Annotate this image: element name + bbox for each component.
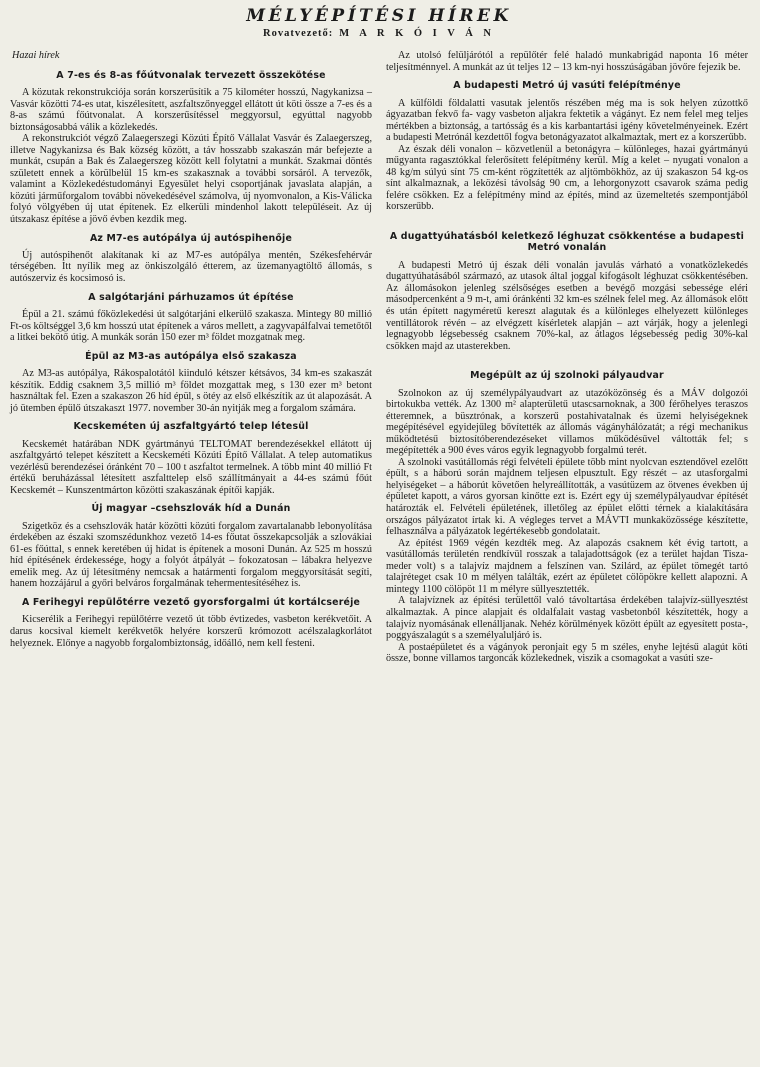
page-title: MÉLYÉPÍTÉSI HÍREK xyxy=(246,6,512,26)
right-column xyxy=(386,50,748,665)
news-article xyxy=(10,292,372,344)
article-title: A Ferihegyi repülőtérre vezető gyorsforgalmi út kortálcseréje xyxy=(21,597,361,609)
news-article xyxy=(386,80,748,213)
left-column xyxy=(10,50,372,665)
news-article xyxy=(386,370,748,665)
article-title: A 7-es és 8-as főútvonalak tervezett összekötése xyxy=(56,69,326,81)
article-title: Az M7-es autópálya új autóspihenője xyxy=(89,232,293,244)
news-article xyxy=(10,503,372,590)
news-article xyxy=(10,421,372,496)
article-title: A dugattyúhatásból keletkező léghuzat csökkentése a budapesti Metró vonalán xyxy=(389,230,745,254)
editor-label: Rovatvezető: xyxy=(262,28,334,39)
article-paragraph: Épül a 21. számú főközlekedési út salgótarjáni elkerülő szakasza. Mintegy 80 millió Ft-os költséggel 3,6 km hosszú utat építenek a város mellett, a zagyvapálfalvai temetőtől a litkei bekötő útig. A munkák során 150 ezer m³ földet mozgatnak meg. xyxy=(10,308,372,344)
editor-line xyxy=(10,27,748,40)
article-paragraph: A szolnoki vasútállomás régi felvételi épülete több mint nyolcvan esztendővel ezelőtt épült, s a háború során majdnem teljesen elpusztult. Egy részét – az utasforgalmi helyiségeket – a háborút követően helyreállították, a vasútüzem az ötvenes években új épületet kapott, a város gyorsan kinőtte ezt is. Ezért egy új személypályaudvar építését határozták el. Felvételi épületének, illetőleg az épület előtti térnek a kialakítására országos pályázatot írtak ki. A végleges tervet a MÁVTI munkaközössége készítette, felhasználva a pályázatok legértékesebb gondolatait. xyxy=(386,456,748,538)
masthead xyxy=(10,6,748,40)
news-article xyxy=(10,70,372,226)
article-columns xyxy=(10,50,748,665)
article-title: A salgótarjáni párhuzamos út építése xyxy=(88,291,294,303)
article-paragraph: A budapesti Metró új észak déli vonalán javulás várható a vonatközlekedés dugattyúhatásából származó, az utasok által joggal kifogásolt léghuzat csökkentésében. Az állomásokon jelenleg szélsőséges esetben a bevégő mozgási sebessége eléri másodpercenként a 9 m-t, ami óránkénti 32 km-es szélnek felel meg. Az állomások előtt és után épített nagyméretű kereszt alagutak és a különleges elhelyezett különleges ventillátorok révén – az elvégzett kísérletek alapján – azt várják, hogy a jelenlegi legnagyobb légsebesség csaknem 70%-kal, az átlagos légsebesség pedig 30%-kal csökken majd az utasterekben. xyxy=(386,259,748,352)
news-article xyxy=(386,231,748,352)
article-paragraph: A talajvíznek az építési területtől való távoltartása érdekében talajvíz-süllyesztést alkalmaztak. A pince alapjait és oldalfalait vastag vasbetonból készítették, hogy a talajvíz nyomásának ellenálljanak. Nehéz körülmények között épült az egyesített posta-, poggyászalagút s a személyaluljáró is. xyxy=(386,595,748,642)
article-title: Megépült az új szolnoki pályaudvar xyxy=(470,370,664,382)
article-paragraph: A közutak rekonstrukciója során korszerűsítik a 75 kilométer hosszú, Nagykanizsa –Vasvár közötti 74-es utat, kiszélesített, aszfaltszőnyeggel ellátott út köti össze a 7-es és a 8-as számú főútvonalat. A korszerűsítéssel meggyorsul, egyúttal nagyobb biztonságosabbá válik a közlekedés. xyxy=(10,86,372,133)
article-paragraph: Szolnokon az új személypályaudvart az utazóközönség és a MÁV dolgozói birtokukba vették. Az 1300 m² alapterületű utascsarnoknak, a 300 férőhelyes teraszos étteremnek, a büsztrónak, a korszerű postahivatalnak és üzemi helyiségeknek megépítésével egyidejűleg bővítették az állomás vágányhálózatát; a régi mechanikus működtetésű biztosítóberendezéseket villamos működésűvel váltották fel; s megépítették a 900 éves város egyik legnagyobb forgalmú terét. xyxy=(386,387,748,457)
article-title: Épül az M3-as autópálya első szakasza xyxy=(85,350,297,362)
article-paragraph: A külföldi földalatti vasutak jelentős részében még ma is sok helyen zúzottkő ágyazatban fekvő fa- vagy vasbeton aljakra fektetik a vágányt. Ez nem felel meg teljes mértékben a biztonság, a tartósság és a kis karbantartási igény követelményeinek. Ezért a budapesti Metrónál kezdettől fogva betonágyazatot alkalmaztak, mert ez a korszerűbb. xyxy=(386,97,748,144)
article-paragraph: Kecskemét határában NDK gyártmányú TELTOMAT berendezésekkel ellátott új aszfaltgyártó telepet készített a Kecskeméti Közúti Építő Vállalat. A telep automatikus vezérlésű berendezései óránként 70 – 100 t aszfaltot termelnek. A több mint 40 millió Ft értékű beruházással létesített aszfalttelep első szállítmányait a 44-es számú főút Kecskemét – Kunszentmárton közötti szakaszának építői kapják. xyxy=(10,438,372,496)
section-label: Hazai hírek xyxy=(12,50,60,61)
editor-name: M A R K Ó I V Á N xyxy=(339,28,496,39)
article-paragraph: Kicserélik a Ferihegyi repülőtérre vezető út több évtizedes, vasbeton kerékvetőit. A darus kocsival kiemelt kerékvetők helyére korszerű krómozott acélszalagkorlátot helyeznek. Előnye a nagyobb forgalombiztonság, időálló, nem kell festeni. xyxy=(10,614,372,649)
article-title: Kecskeméten új aszfaltgyártó telep létesül xyxy=(73,421,309,433)
news-article xyxy=(10,597,372,649)
article-paragraph: A rekonstrukciót végző Zalaegerszegi Közúti Építő Vállalat Vasvár és Zalaegerszeg, illetve Nagykanizsa és Bak község között, a táv hosszabb szakaszán már befejezte a munkát, csupán a Bak és Zalaegerszeg között kell folytatni a munkát. Szakmai döntés született ennek a körülbelül 15 km-es szakasznak a további sorsáról. A tervezők, valamint a Közlekedéstudományi Egyesület helyi csoportjának javaslata alapján, a közúti járműforgalom további növekedésével számolva, új nyomvonalon, a Kis-Válicka folyó völgyében új utat építenek. Ez elkerüli mindenhol lakott településeit. Az új útszakasz építése a jövő évben kezdik meg. xyxy=(10,133,372,225)
article-paragraph: Az észak déli vonalon – közvetlenül a betonágyra – különleges, hazai gyártmányú műgyanta ragasztókkal felerősített felépítmény kerül. Míg a kelet – nyugati vonalon a 48 kg/m súlyú sínt 75 cm-ként rögzítették az aljtömbökhöz, az új szakaszon 54 kg-os sínt alkalmaznak, a leközési távolság 90 cm, a lehorgonyzott csavarok száma pedig felére csökken. Ez a felépítmény mind az építés, mind az üzemeltetés szempontjából korszerűbb. xyxy=(386,143,748,213)
article-paragraph: Az M3-as autópálya, Rákospalotától kiinduló kétszer kétsávos, 34 km-es szakaszát készítik. Eddig csaknem 3,5 millió m³ földet mozgattak meg, s 130 ezer m³ betont használtak fel. Ezen a szakaszon 26 híd épül, s ötéy az első elkészítik az út alapozását. A jó ütemben épülő útszakaszt 1977. november 30-án nyitják meg a forgalom számára. xyxy=(10,368,372,414)
article-paragraph: Új autóspihenőt alakítanak ki az M7-es autópálya mentén, Székesfehérvár térségében. Itt nyílik meg az önkiszolgáló étterem, az üzemanyagtöltő állomás, s autószerviz és kocsimosó is. xyxy=(10,249,372,285)
article-paragraph: A postaépületet és a vágányok peronjait egy 5 m széles, enyhe lejtésű alagút köti össze, bonne villamos targoncák közlekednek, viszik a csomagokat a vasúti sze- xyxy=(386,641,748,665)
article-paragraph: Az építést 1969 végén kezdték meg. Az alapozás csaknem két évig tartott, a vasútállomás területén rendkívül rosszak a talajadottságok (ez a terület hajdan Tisza-meder volt) s a talajvíz majdnem a felszínen van. Szilárd, az épület tömegét tartó talajréteget csak 10 m mélyen találták, ezért az épületet cölöpökre kellett alapozni. A mintegy 1100 cölöpöt 11 m mélyre süllyesztették. xyxy=(386,537,748,595)
news-article xyxy=(10,233,372,285)
article-paragraph: Az utolsó felüljárótól a repülőtér felé haladó munkabrigád naponta 16 méter teljesítménnyel. A munkát az út teljes 12 – 13 km-nyi hosszúságában jövőre fejezik be. xyxy=(386,50,748,73)
news-article xyxy=(10,351,372,415)
article-paragraph: Szigetköz és a csehszlovák határ közötti közúti forgalom zavartalanabb lebonyolítása érdekében az északi szomszédunkhoz vezető 14-es főutat összekapcsolják a szlovákiai 61-es főúttal, s ennek keretében új hidat is építenek a mosoni Dunán. Az 525 m hosszú híd építésének érdekessége, hogy a folyót átpályát – fokozatosan – lábakra helyezve emelik meg. Az új létesítmény nemcsak a határmenti forgalom meggyorsítását segíti, hanem hozzájárul a győri belváros forgalmának tehermentesítéséhez is. xyxy=(10,520,372,590)
article-title: Új magyar –csehszlovák híd a Dunán xyxy=(91,503,291,515)
article-title: A budapesti Metró új vasúti felépítménye xyxy=(453,80,681,92)
